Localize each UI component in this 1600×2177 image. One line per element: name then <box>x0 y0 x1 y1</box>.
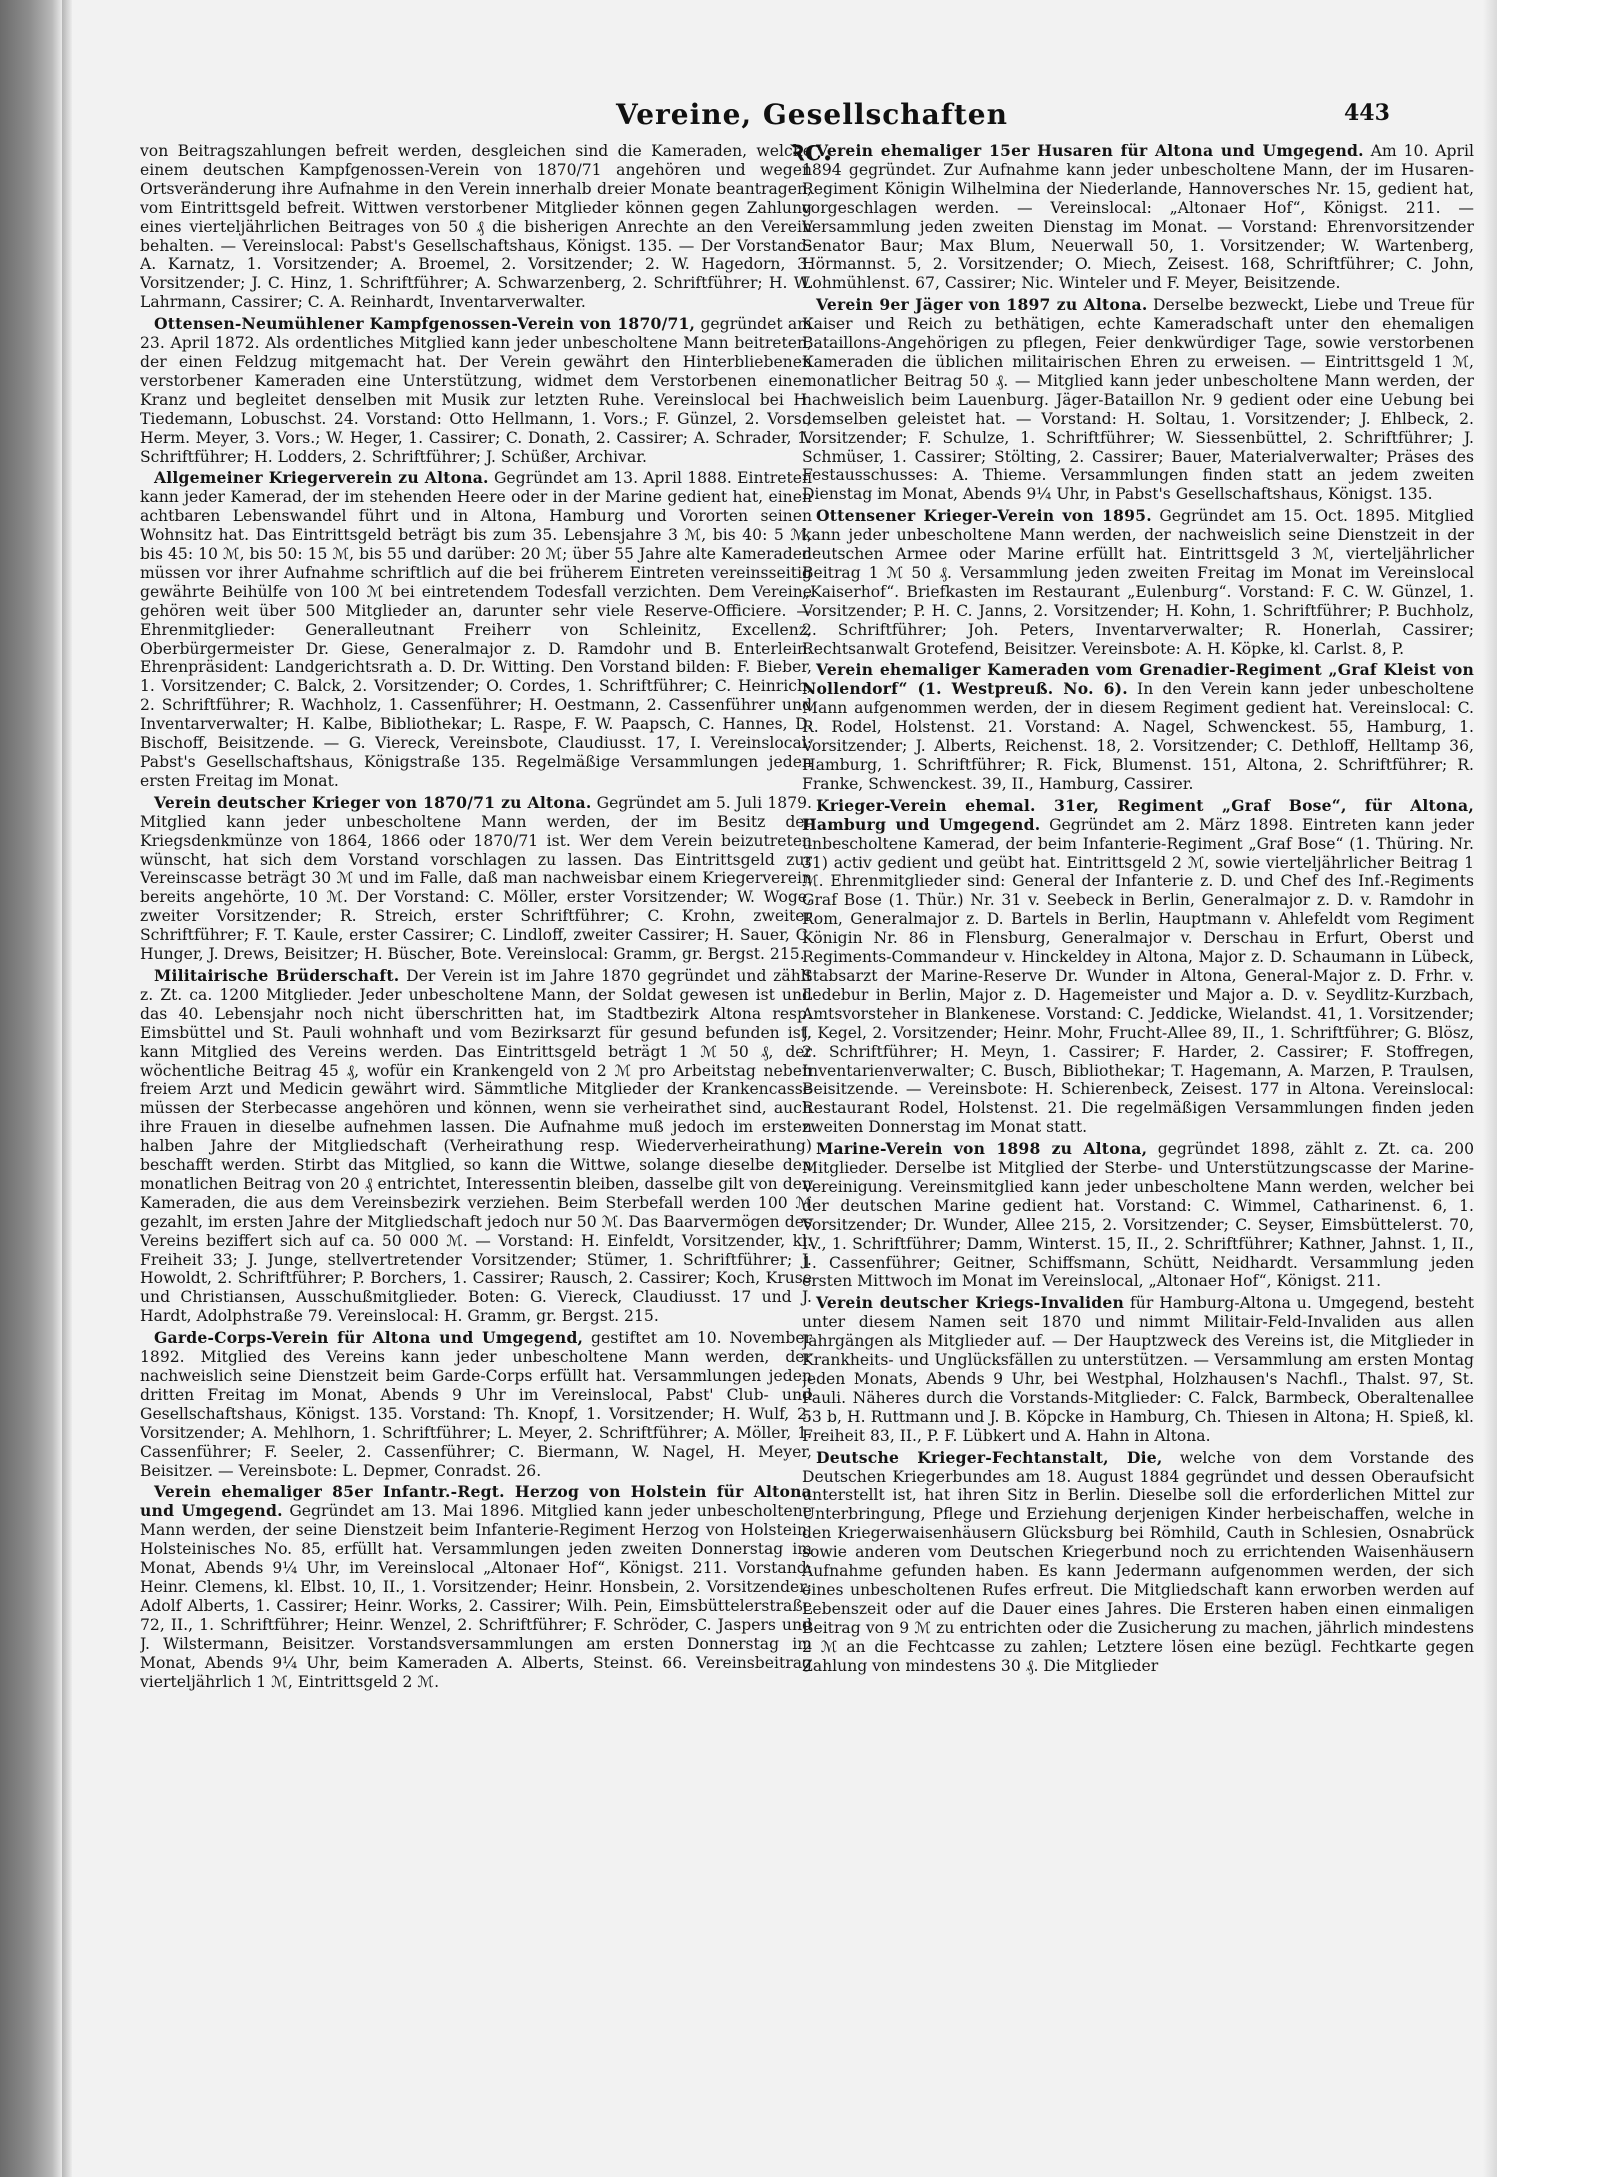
entry-paragraph <box>802 1449 1474 1676</box>
entry-paragraph <box>802 1140 1474 1291</box>
entry-paragraph <box>140 1483 812 1691</box>
entry-heading: Verein deutscher Krieger von 1870/71 zu Altona. <box>154 792 592 812</box>
right-column <box>802 142 1474 2132</box>
entry-heading: Verein 9er Jäger von 1897 zu Altona. <box>816 295 1148 315</box>
page-number: 443 <box>1344 100 1390 126</box>
entry-paragraph <box>802 507 1474 658</box>
entry-heading: Ottensener Krieger-Verein von 1895. <box>816 506 1152 526</box>
entry-text: Gegründet am 13. April 1888. Eintreten kann jeder Kamerad, der im stehenden Heere oder in der Marine gedient hat, einen achtbaren Lebenswandel führt und in Altona, Hamburg und Vororten seinen Wohnsitz hat. Das Eintrittsgeld beträgt bis zum 35. Lebensjahre 3 ℳ, bis 40: 5 ℳ, bis 45: 10 ℳ, bis 50: 15 ℳ, bis 55 und darüber: 20 ℳ; über 55 Jahre alte Kameraden müssen vor ihrer Aufnahme schriftlich auf die bei früherem Eintreten vereinsseitig gewährte Beihülfe von 100 ℳ bei eintretendem Todesfall verzichten. Dem Vereine gehören weit über 500 Mitglieder an, darunter sehr viele Reserve-Officiere. — Ehrenmitglieder: Generalleutnant Freiherr von Schleinitz, Excellenz, Oberbürgermeister Dr. Giese, Generalmajor z. D. Ramdohr und B. Enterlein. Ehrenpräsident: Landgerichtsrath a. D. Dr. Witting. Den Vorstand bilden: F. Bieber, 1. Vorsitzender; C. Balck, 2. Vorsitzender; O. Cordes, 1. Schriftführer; C. Heinrich, 2. Schriftführer; R. Wachholz, 1. Cassenführer; H. Oestmann, 2. Cassenführer und Inventarverwalter; H. Kalbe, Bibliothekar; L. Raspe, F. W. Paapsch, C. Hannes, D. Bischoff, Beisitzende. — G. Viereck, Vereinsbote, Claudiusst. 17, I. Vereinslocal: Pabst's Gesellschaftshaus, Königstraße 135. Regelmäßige Versammlungen jeden ersten Freitag im Monat. <box>140 469 812 790</box>
entry-paragraph <box>140 1329 812 1480</box>
entry-paragraph <box>140 142 812 312</box>
entry-heading: Verein deutscher Kriegs-Invaliden <box>816 1293 1125 1313</box>
entry-text: gegründet am 23. April 1872. Als ordentliches Mitglied kann jeder unbescholtene Mann beitreten, der einen Feldzug mitgemacht hat. Der Verein gewährt den Hinterbliebenen verstorbener Kameraden eine Unterstützung, widmet dem Verstorbenen einen Kranz und begleitet denselben mit Musik zur letzten Ruhe. Vereinslocal bei H. Tiedemann, Lobuschst. 24. Vorstand: Otto Hellmann, 1. Vors.; F. Günzel, 2. Vors.; Herm. Meyer, 3. Vors.; W. Heger, 1. Cassirer; C. Donath, 2. Cassirer; A. Schrader, 1. Schriftführer; H. Lodders, 2. Schriftführer; J. Schüßer, Archivar. <box>140 315 812 466</box>
entry-heading: Verein ehemaliger 15er Husaren für Altona und Umgegend. <box>816 142 1364 160</box>
entry-text: gegründet 1898, zählt z. Zt. ca. 200 Mitglieder. Derselbe ist Mitglied der Sterbe- und Unterstützungscasse der Marine-Vereinigung. Vereinsmitglied kann jeder unbescholtene Mann werden, welcher bei der deutschen Marine gedient hat. Vorstand: C. Wimmel, Catharinenst. 6, 1. Vorsitzender; Dr. Wunder, Allee 215, 2. Vorsitzender; C. Seyser, Eimsbüttelerst. 70, IV., 1. Schriftführer; Damm, Winterst. 15, II., 2. Schriftführer; Kathner, Jahnst. 1, II., 1. Cassenführer; Geitner, Schiffsmann, Schütt, Neidhardt. Versammlung jeden ersten Mittwoch im Monat im Vereinslocal, „Altonaer Hof“, Königst. 211. <box>802 1140 1474 1291</box>
entry-text: Derselbe bezweckt, Liebe und Treue für Kaiser und Reich zu bethätigen, echte Kameradschaft unter den ehemaligen Bataillons-Angehörigen zu pflegen, Feier denkwürdiger Tage, sowie verstorbenen Kameraden die üblichen militairischen Ehren zu erweisen. — Eintrittsgeld 1 ℳ, monatlicher Beitrag 50 ₰. — Mitglied kann jeder unbescholtene Mann werden, der nachweislich beim Lauenburg. Jäger-Bataillon Nr. 9 gedient oder eine Uebung bei demselben geleistet hat. — Vorstand: H. Soltau, 1. Vorsitzender; J. Ehlbeck, 2. Vorsitzender; F. Schulze, 1. Schriftführer; W. Siessenbüttel, 2. Schriftführer; J. Schmüser, 1. Cassirer; Stölting, 2. Cassirer; Bauer, Materialverwalter; Präses des Festausschusses: A. Thieme. Versammlungen finden statt an jedem zweiten Dienstag im Monat, Abends 9¼ Uhr, in Pabst's Gesellschaftshaus, Königst. 135. <box>802 296 1474 504</box>
entry-text: für Hamburg-Altona u. Umgegend, besteht unter diesem Namen seit 1870 und nimmt Militair-Feld-Invaliden aus allen Jahrgängen als Mitglieder auf. — Der Hauptzweck des Vereins ist, die Mitglieder in Krankheits- und Unglücksfällen zu unterstützen. — Versammlung am ersten Montag jeden Monats, Abends 9 Uhr, bei Westphal, Holzhausen's Nachfl., Thalst. 97, St. Pauli. Näheres durch die Vorstands-Mitglieder: C. Falck, Barmbeck, Oberaltenallee 53 b, H. Ruttmann und J. B. Köpcke in Hamburg, Ch. Thiesen in Altona; H. Spieß, kl. Freiheit 83, II., P. F. Lübkert und A. Hahn in Altona. <box>802 1294 1474 1445</box>
page-edge-shadow <box>1483 0 1497 2177</box>
entry-text: Gegründet am 5. Juli 1879. Mitglied kann jeder unbescholtene Mann werden, der im Besitz der Kriegsdenkmünze von 1864, 1866 oder 1870/71 ist. Wer dem Verein beizutreten wünscht, hat sich dem Vorstand vorschlagen zu lassen. Das Eintrittsgeld zur Vereinscasse beträgt 30 ℳ und im Falle, daß man nachweisbar einem Kriegerverein bereits angehörte, 10 ℳ. Der Vorstand: C. Möller, erster Vorsitzender; W. Woge, zweiter Vorsitzender; R. Streich, erster Schriftführer; C. Krohn, zweiter Schriftführer; F. T. Kaule, erster Cassirer; C. Lindloff, zweiter Cassirer; H. Sauer, C. Hunger, J. Drews, Beisitzer; H. Büscher, Bote. Vereinslocal: Gramm, gr. Bergst. 215. <box>140 793 812 964</box>
book-page <box>62 0 1497 2177</box>
entry-heading: Garde-Corps-Verein für Altona und Umgegend, <box>154 1328 584 1348</box>
entry-paragraph <box>140 967 812 1326</box>
entry-text: Der Verein ist im Jahre 1870 gegründet und zählt z. Zt. ca. 1200 Mitglieder. Jeder unbescholtene Mann, der Soldat gewesen ist und das 40. Lebensjahr noch nicht überschritten hat, im Stadtbezirk Altona resp. Eimsbüttel und St. Pauli wohnhaft und vom Bezirksarzt für gesund befunden ist, kann Mitglied des Vereins werden. Das Eintrittsgeld beträgt 1 ℳ 50 ₰, der wöchentliche Beitrag 45 ₰, wofür ein Krankengeld von 2 ℳ pro Arbeitstag neben freiem Arzt und Medicin gewährt wird. Sämmtliche Mitglieder der Krankencasse müssen der Sterbecasse angehören und können, wenn sie verheirathet sind, auch ihre Frauen in dieselbe aufnehmen lassen. Die Aufnahme muß jedoch im ersten halben Jahre der Mitgliedschaft (Verheirathung resp. Wiederverheirathung) beschafft werden. Stirbt das Mitglied, so kann die Wittwe, solange dieselbe den monatlichen Beitrag von 20 ₰ entrichtet, Interessentin bleiben, dasselbe gilt von den Kameraden, die aus dem Vereinsbezirk verziehen. Beim Sterbefall werden 100 ℳ gezahlt, im ersten Jahre der Mitgliedschaft jedoch nur 50 ℳ. Das Baarvermögen des Vereins beziffert sich auf ca. 50 000 ℳ. — Vorstand: H. Einfeldt, Vorsitzender, kl. Freiheit 33; J. Junge, stellvertretender Vorsitzender; Stümer, 1. Schriftführer; J. Howoldt, 2. Schriftführer; P. Borchers, 1. Cassirer; Rausch, 2. Cassirer; Koch, Kruse und Christiansen, Ausschußmitglieder. Boten: G. Viereck, Claudiusst. 17 und J. Hardt, Adolphstraße 79. Vereinslocal: H. Gramm, gr. Bergst. 215. <box>140 966 812 1326</box>
running-head-title: Vereine, Gesellschaften ꝛc. <box>616 98 1008 167</box>
entry-paragraph <box>802 661 1474 793</box>
entry-heading: Krieger-Verein ehemal. 31er, Regiment „Graf Bose“, für Altona, Hamburg und Umgegend. <box>802 795 1474 834</box>
left-column <box>140 142 812 2132</box>
entry-text: In den Verein kann jeder unbescholtene Mann aufgenommen werden, der in diesem Regiment gedient hat. Vereinslocal: C. R. Rodel, Holstenst. 21. Vorstand: A. Nagel, Schwenckest. 55, Hamburg, 1. Vorsitzender; J. Alberts, Reichenst. 18, 2. Vorsitzender; C. Dethloff, Helltamp 36, Hamburg, 1. Schriftführer; R. Fick, Blumenst. 151, Altona, 2. Schriftführer; R. Franke, Schwenckest. 39, II., Hamburg, Cassirer. <box>802 680 1474 793</box>
entry-paragraph <box>140 469 812 790</box>
entry-paragraph <box>802 1294 1474 1445</box>
entry-text: Gegründet am 15. Oct. 1895. Mitglied kann jeder unbescholtene Mann werden, der nachweislich seine Dienstzeit in der deutschen Armee oder Marine erfüllt hat. Eintrittsgeld 3 ℳ, vierteljährlicher Beitrag 1 ℳ 50 ₰. Versammlung jeden zweiten Freitag im Monat im Vereinslocal „Kaiserhof“. Briefkasten im Restaurant „Eulenburg“. Vorstand: F. C. W. Günzel, 1. Vorsitzender; P. H. C. Janns, 2. Vorsitzender; H. Kohn, 1. Schriftführer; P. Buchholz, 2. Schriftführer; Joh. Peters, Inventarverwalter; R. Honerlah, Cassirer; Rechtsanwalt Grotefend, Beisitzer. Vereinsbote: A. H. Köpke, kl. Carlst. 8, P. <box>802 507 1474 658</box>
entry-paragraph <box>140 794 812 964</box>
entry-text: Am 10. April 1894 gegründet. Zur Aufnahme kann jeder unbescholtene Mann, der im Husaren-Regiment Königin Wilhelmina der Niederlande, Hannoversches Nr. 15, gedient hat, vorgeschlagen werden. — Vereinslocal: „Altonaer Hof“, Königst. 211. — Versammlung jeden zweiten Dienstag im Monat. — Vorstand: Ehrenvorsitzender Senator Baur; Max Blum, Neuerwall 50, 1. Vorsitzender; W. Wartenberg, Hörmannst. 5, 2. Vorsitzender; O. Miech, Zeisest. 168, Schriftführer; C. John, Lohmühlenst. 67, Cassirer; Nic. Winteler und F. Meyer, Beisitzende. <box>802 142 1474 293</box>
entry-paragraph <box>140 315 812 466</box>
page-gutter-shadow <box>62 0 72 2177</box>
entry-text: Gegründet am 13. Mai 1896. Mitglied kann jeder unbescholtene Mann werden, der seine Dienstzeit beim Infanterie-Regiment Herzog von Holstein, Holsteinisches No. 85, erfüllt hat. Versammlungen jeden zweiten Donnerstag im Monat, Abends 9¼ Uhr, im Vereinslocal „Altonaer Hof“, Königst. 211. Vorstand: Heinr. Clemens, kl. Elbst. 10, II., 1. Vorsitzender; Heinr. Honsbein, 2. Vorsitzender; Adolf Alberts, 1. Cassirer; Heinr. Works, 2. Cassirer; Wilh. Pein, Eimsbüttelerstraße 72, II., 1. Schriftführer; Heinr. Wenzel, 2. Schriftführer; F. Schröder, C. Jaspers und J. Wilstermann, Beisitzer. Vorstandsversammlungen am ersten Donnerstag im Monat, Abends 9¼ Uhr, beim Kameraden A. Alberts, Steinst. 66. Vereinsbeitrag vierteljährlich 1 ℳ, Eintrittsgeld 2 ℳ. <box>140 1502 812 1691</box>
entry-paragraph <box>802 296 1474 504</box>
entry-heading: Verein ehemaliger 85er Infantr.-Regt. Herzog von Holstein für Altona und Umgegend. <box>140 1482 812 1521</box>
entry-heading: Ottensen-Neumühlener Kampfgenossen-Verein von 1870/71, <box>154 314 696 334</box>
entry-heading: Allgemeiner Kriegerverein zu Altona. <box>154 468 489 488</box>
entry-text: Gegründet am 2. März 1898. Eintreten kann jeder unbescholtene Kamerad, der beim Infanterie-Regiment „Graf Bose“ (1. Thüring. Nr. 31) activ gedient und geübt hat. Eintrittsgeld 2 ℳ, sowie vierteljährlicher Beitrag 1 ℳ. Ehrenmitglieder sind: General der Infanterie z. D. und Chef des Inf.-Regiments Graf Bose (1. Thür.) Nr. 31 v. Seebeck in Berlin, Generalmajor z. D. v. Ramdohr in Rom, Generalmajor z. D. Bartels in Berlin, Hauptmann v. Ahlefeldt vom Regiment Königin Nr. 86 in Flensburg, Generalmajor v. Derschau in Erfurt, Oberst und Regiments-Commandeur v. Hinckeldey in Altona, Major z. D. Schaumann in Lübeck, Stabsarzt der Marine-Reserve Dr. Wunder in Altona, General-Major z. D. Frhr. v. Ledebur in Berlin, Major z. D. Hagemeister und Major a. D. v. Seydlitz-Kurzbach, Amtsvorsteher in Blankenese. Vorstand: C. Jeddicke, Wielandst. 41, 1. Vorsitzender; J. Kegel, 2. Vorsitzender; Heinr. Mohr, Frucht-Allee 89, II., 1. Schriftführer; G. Blösz, 2. Schriftführer; H. Meyn, 1. Cassirer; F. Harder, 2. Cassirer; F. Stoffregen, Inventarienverwalter; C. Busch, Bibliothekar; T. Hagemann, A. Marzen, P. Traulsen, Beisitzende. — Vereinsbote: H. Schierenbeck, Zeisest. 177 in Altona. Vereinslocal: Restaurant Rodel, Holstenst. 21. Die regelmäßigen Versammlungen finden jeden zweiten Donnerstag im Monat statt. <box>802 815 1474 1137</box>
scanner-edge <box>0 0 62 2177</box>
entry-text: gestiftet am 10. November 1892. Mitglied des Vereins kann jeder unbescholtene Mann werden, der nachweislich seine Dienstzeit beim Garde-Corps erfüllt hat. Versammlungen jeden dritten Freitag im Monat, Abends 9 Uhr im Vereinslocal, Pabst' Club- und Gesellschaftshaus, Königst. 135. Vorstand: Th. Knopf, 1. Vorsitzender; H. Wulf, 2. Vorsitzender; A. Mehlhorn, 1. Schriftführer; L. Meyer, 2. Schriftführer; A. Möller, 1. Cassenführer; F. Seeler, 2. Cassenführer; C. Biermann, W. Nagel, H. Meyer, Beisitzer. — Vereinsbote: L. Depmer, Conradst. 26. <box>140 1329 812 1480</box>
entry-text: welche von dem Vorstande des Deutschen Kriegerbundes am 18. August 1884 gegründet und dessen Oberaufsicht unterstellt ist, hat ihren Sitz in Berlin. Dieselbe soll die erforderlichen Mittel zur Unterbringung, Pflege und Erziehung derjenigen Kinder herbeischaffen, welche in den Kriegerwaisenhäusern Glücksburg bei Römhild, Cauth in Schlesien, Osnabrück sowie anderen vom Deutschen Kriegerbund noch zu errichtenden Waisenhäusern Aufnahme gefunden haben. Es kann Jedermann aufgenommen werden, der sich eines unbescholtenen Rufes erfreut. Die Mitgliedschaft kann erworben werden auf Lebenszeit oder auf die Dauer eines Jahres. Die Ersteren haben einen einmaligen Beitrag von 9 ℳ zu entrichten oder die Zusicherung zu machen, jährlich mindestens 2 ℳ an die Fechtcasse zu zahlen; Letztere lösen eine bezügl. Fechtkarte gegen Zahlung von mindestens 30 ₰. Die Mitglieder <box>802 1448 1474 1675</box>
entry-heading: Marine-Verein von 1898 zu Altona, <box>816 1139 1148 1159</box>
entry-heading: Deutsche Krieger-Fechtanstalt, Die, <box>816 1447 1163 1467</box>
entry-text: von Beitragszahlungen befreit werden, desgleichen sind die Kameraden, welche einem deutschen Kampfgenossen-Verein von 1870/71 angehören und wegen Ortsveränderung ihre Aufnahme in den Verein innerhalb dreier Monate beantragen, vom Eintrittsgeld befreit. Wittwen verstorbener Mitglieder können gegen Zahlung eines vierteljährlichen Beitrages von 50 ₰ die bisherigen Anrechte an den Verein behalten. — Vereinslocal: Pabst's Gesellschaftshaus, Königst. 135. — Der Vorstand: A. Karnatz, 1. Vorsitzender; A. Broemel, 2. Vorsitzender; 2. W. Hagedorn, 3. Vorsitzender; J. C. Hinz, 1. Schriftführer; A. Schwarzenberg, 2. Schriftführer; H. W. Lahrmann, Cassirer; C. A. Reinhardt, Inventarverwalter. <box>140 142 812 312</box>
entry-paragraph <box>802 797 1474 1137</box>
entry-heading: Militairische Brüderschaft. <box>154 965 400 985</box>
entry-heading: Verein ehemaliger Kameraden vom Grenadier-Regiment „Graf Kleist von Nollendorf“ (1. Westpreuß. No. 6). <box>802 660 1474 699</box>
entry-paragraph <box>802 142 1474 293</box>
